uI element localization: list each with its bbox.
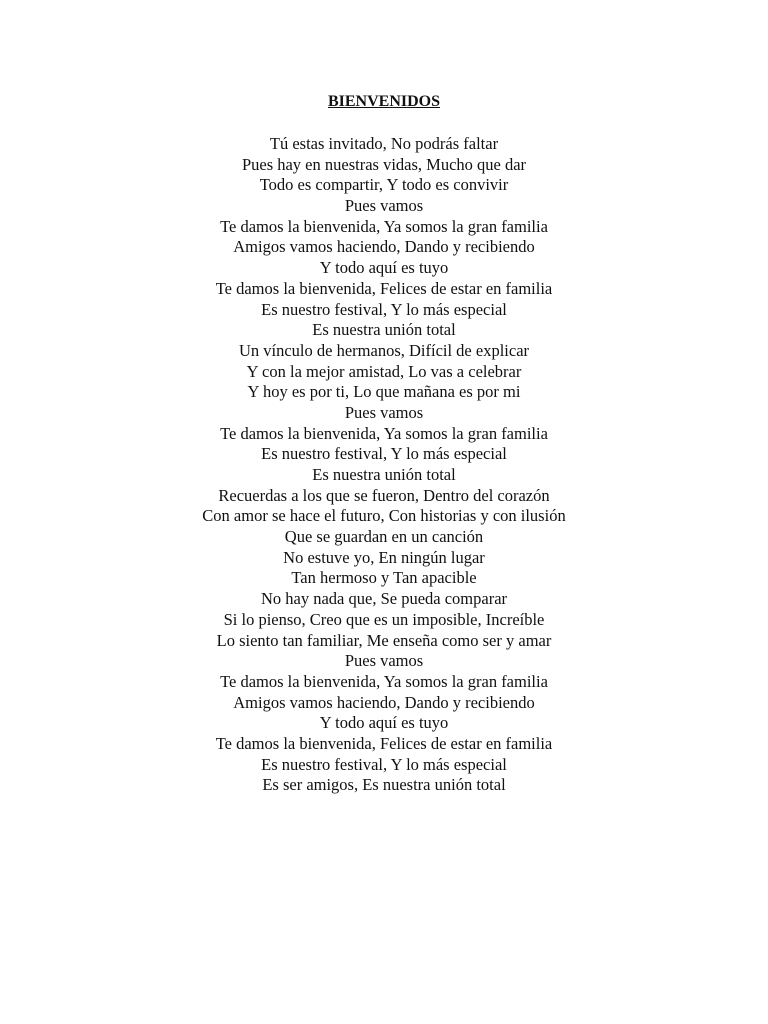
lyric-line: Con amor se hace el futuro, Con historias y con ilusión [202, 506, 566, 526]
lyric-line: Amigos vamos haciendo, Dando y recibiendo [233, 692, 535, 712]
lyric-line: Todo es compartir, Y todo es convivir [259, 175, 509, 195]
lyric-line: Si lo pienso, Creo que es un imposible, Increíble [223, 609, 545, 629]
lyric-line: No hay nada que, Se pueda comparar [260, 589, 508, 609]
lyric-line: Recuerdas a los que se fueron, Dentro del corazón [218, 485, 550, 505]
lyric-line: Y todo aquí es tuyo [319, 258, 449, 278]
lyric-line: Te damos la bienvenida, Ya somos la gran familia [220, 671, 548, 691]
lyric-line: Pues vamos [344, 402, 424, 422]
lyric-line: Un vínculo de hermanos, Difícil de explicar [238, 340, 530, 360]
lyric-line: Pues vamos [344, 651, 424, 671]
lyric-line: Tan hermoso y Tan apacible [291, 568, 477, 588]
lyric-line: Pues hay en nuestras vidas, Mucho que dar [241, 154, 527, 174]
lyric-line: Es nuestro festival, Y lo más especial [261, 754, 507, 774]
lyric-line: Que se guardan en un canción [284, 527, 484, 547]
lyric-line: Y todo aquí es tuyo [319, 713, 449, 733]
lyric-line: Amigos vamos haciendo, Dando y recibiendo [233, 237, 535, 257]
lyric-line: Te damos la bienvenida, Ya somos la gran familia [220, 423, 548, 443]
lyrics-list [0, 134, 768, 796]
lyric-line: Lo siento tan familiar, Me enseña como ser y amar [216, 630, 552, 650]
lyric-line: Es nuestro festival, Y lo más especial [261, 299, 507, 319]
lyric-line: Es ser amigos, Es nuestra unión total [262, 775, 506, 795]
lyric-line: Y hoy es por ti, Lo que mañana es por mi [247, 382, 521, 402]
lyric-line: Te damos la bienvenida, Felices de estar en familia [215, 733, 553, 753]
lyric-line: Es nuestra unión total [312, 465, 456, 484]
lyric-line: Pues vamos [344, 196, 424, 216]
lyric-line: Te damos la bienvenida, Ya somos la gran familia [220, 216, 548, 236]
lyric-line: Y con la mejor amistad, Lo vas a celebrar [246, 361, 522, 381]
document-title: BIENVENIDOS [327, 93, 441, 110]
lyric-line: Es nuestra unión total [312, 320, 456, 340]
lyric-line: No estuve yo, En ningún lugar [283, 547, 485, 567]
lyric-line: Te damos la bienvenida, Felices de estar en familia [215, 278, 553, 298]
lyric-line: Tú estas invitado, No podrás faltar [269, 134, 499, 153]
lyric-line: Es nuestro festival, Y lo más especial [261, 444, 507, 464]
